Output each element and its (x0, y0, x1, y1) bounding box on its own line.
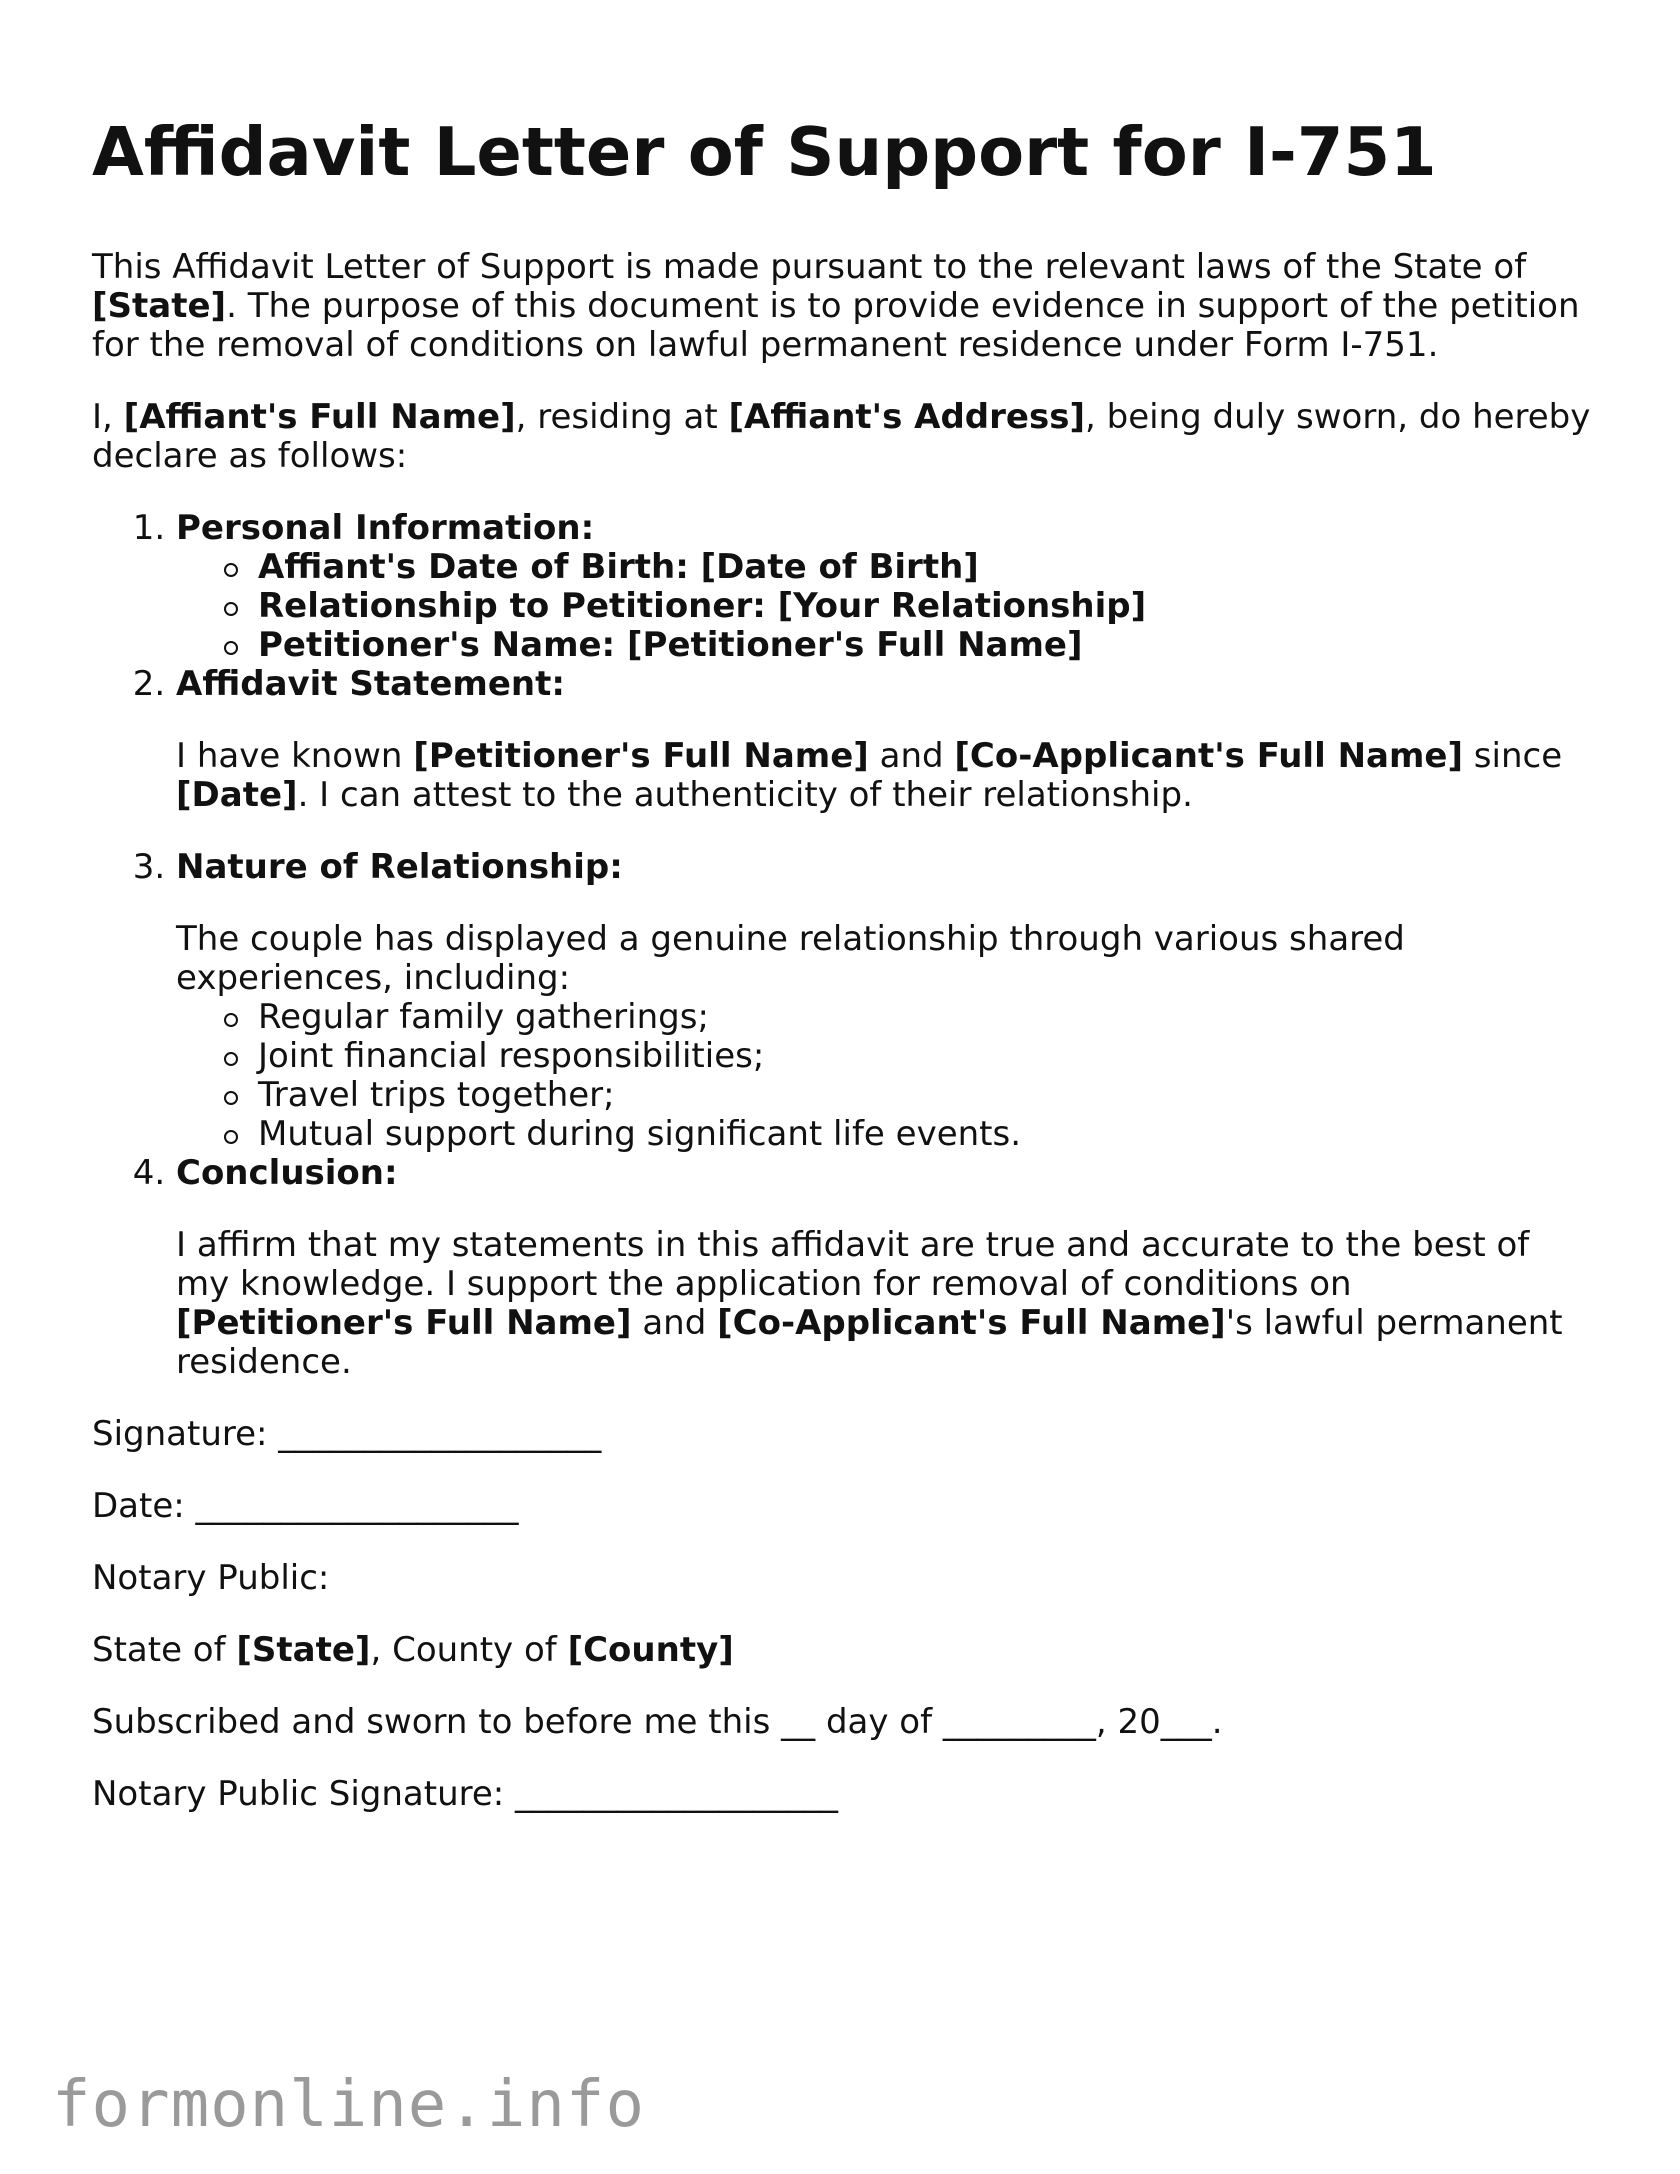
personal-info-petitioner: Petitioner's Name: [Petitioner's Full Name] (258, 625, 1083, 666)
county-placeholder: [County] (567, 1630, 734, 1671)
conclusion-text: I affirm that my statements in this affidavit are true and accurate to the best of my knowledge. I support the application for removal of conditions on (176, 1225, 1530, 1305)
co-applicant-placeholder: [Co-Applicant's Full Name] (954, 736, 1463, 777)
intro-text-2: . The purpose of this document is to provide evidence in support of the petition for the removal of conditions on lawful permanent residence under Form I-751. (92, 286, 1580, 366)
section-heading: Nature of Relationship: (176, 847, 623, 888)
state-placeholder: [State] (236, 1630, 371, 1671)
statement-text: and (868, 736, 955, 777)
declaration-list (92, 509, 1592, 1382)
date-placeholder: [Date] (176, 775, 298, 816)
personal-info-list (176, 548, 1592, 665)
date-line[interactable]: Date: ___________________ (92, 1486, 519, 1527)
decl-text-2: , residing at (515, 397, 729, 438)
conclusion-paragraph (176, 1226, 1592, 1382)
co-applicant-placeholder: [Co-Applicant's Full Name] (717, 1303, 1226, 1344)
intro-paragraph (92, 248, 1592, 365)
intro-text-1: This Affidavit Letter of Support is made pursuant to the relevant laws of the State of (92, 247, 1527, 288)
personal-info-relationship: Relationship to Petitioner: [Your Relationship] (258, 586, 1147, 627)
petitioner-placeholder: [Petitioner's Full Name] (413, 736, 869, 777)
personal-info-dob: Affiant's Date of Birth: [Date of Birth] (258, 547, 979, 588)
watermark-text: formonline.info (52, 2068, 645, 2142)
decl-text-3: , being duly sworn, do hereby declare as follows: (92, 397, 1591, 477)
list-item: Travel trips together; (258, 1076, 1592, 1115)
jurisdiction-text: State of (92, 1630, 237, 1671)
sworn-line[interactable]: Subscribed and sworn to before me this __ day of _________, 20___. (92, 1702, 1223, 1743)
conclusion-text: 's lawful permanent residence. (176, 1303, 1563, 1383)
conclusion-text: and (631, 1303, 718, 1344)
section-conclusion (176, 1154, 1592, 1382)
list-item: Regular family gatherings; (258, 998, 1592, 1037)
section-nature-of-relationship (176, 848, 1592, 1154)
list-item (258, 548, 1592, 587)
declaration-paragraph (92, 398, 1592, 476)
intro-state-placeholder: [State] (92, 286, 227, 327)
list-item: Joint financial responsibilities; (258, 1037, 1592, 1076)
decl-text-1: I, (92, 397, 124, 438)
list-item (258, 626, 1592, 665)
list-item: Mutual support during significant life events. (258, 1115, 1592, 1154)
section-heading: Affidavit Statement: (176, 664, 565, 705)
section-heading: Conclusion: (176, 1153, 398, 1194)
shared-experiences-list (176, 998, 1592, 1154)
signature-line[interactable]: Signature: ___________________ (92, 1414, 602, 1455)
signature-block (92, 1415, 1592, 1814)
statement-text: since (1463, 736, 1563, 777)
section-personal-information (176, 509, 1592, 665)
notary-public-label: Notary Public: (92, 1558, 330, 1599)
page-title: Affidavit Letter of Support for I-751 (92, 113, 1437, 191)
notary-signature-line[interactable]: Notary Public Signature: ___________________ (92, 1774, 839, 1815)
statement-paragraph (176, 737, 1592, 815)
section-affidavit-statement (176, 665, 1592, 815)
list-item (258, 587, 1592, 626)
notary-jurisdiction (92, 1631, 1592, 1670)
nature-paragraph: The couple has displayed a genuine relationship through various shared experiences, including: (176, 919, 1405, 999)
document-page (92, 112, 1592, 1814)
jurisdiction-text: , County of (370, 1630, 568, 1671)
statement-text: I have known (176, 736, 414, 777)
affiant-address-placeholder: [Affiant's Address] (728, 397, 1085, 438)
affiant-name-placeholder: [Affiant's Full Name] (123, 397, 516, 438)
statement-text: . I can attest to the authenticity of their relationship. (297, 775, 1193, 816)
petitioner-placeholder: [Petitioner's Full Name] (176, 1303, 632, 1344)
section-heading: Personal Information: (176, 508, 595, 549)
